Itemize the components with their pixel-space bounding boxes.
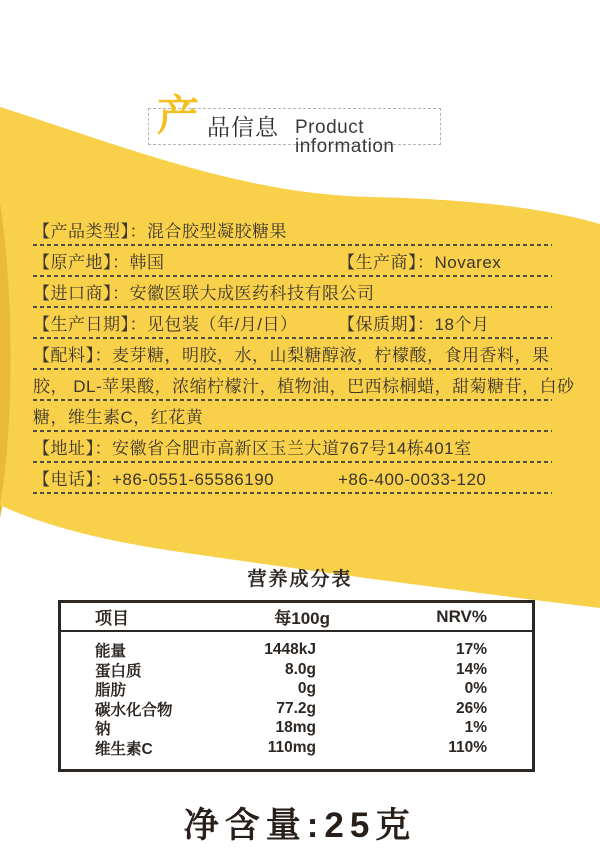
origin-text: 【原产地】：韩国 <box>33 253 165 272</box>
address-text: 【地址】：安徽省合肥市高新区玉兰大道767号14栋401室 <box>33 439 472 458</box>
row-nrv: 1% <box>464 719 487 736</box>
row-per: 77.2g <box>276 699 316 717</box>
row-nrv: 110% <box>448 738 487 756</box>
header-item: 项目 <box>95 609 129 628</box>
info-row-ingredients-3 <box>33 401 552 432</box>
section-title-cn: 品信息 <box>207 114 279 140</box>
info-row-origin-manufacturer <box>33 246 552 277</box>
info-row-importer <box>33 277 552 308</box>
header-nrv: NRV% <box>436 606 487 626</box>
row-per: 8.0g <box>284 660 316 678</box>
table-row-fat <box>61 678 532 698</box>
info-row-ingredients-2 <box>33 370 575 401</box>
table-row-protein <box>61 659 532 679</box>
table-row-sodium <box>61 717 532 737</box>
row-nrv: 14% <box>455 660 487 678</box>
nutrition-table-title: 营养成分表 <box>247 569 353 590</box>
phone-number-2: +86-400-0033-120 <box>338 470 487 489</box>
importer-text: 【进口商】：安徽医联大成医药科技有限公司 <box>33 284 375 303</box>
header-per-100g: 每100g <box>274 609 330 628</box>
ingredients-line-1: 【配料】：麦芽糖，明胶，水，山梨糖醇液，柠檬酸，食用香料，果 <box>33 346 550 365</box>
section-title-box <box>148 92 441 157</box>
row-nrv: 0% <box>464 680 487 697</box>
row-item: 能量 <box>95 643 127 660</box>
row-per: 0g <box>297 680 316 697</box>
table-row-carbohydrate <box>61 698 532 718</box>
info-row-phone <box>33 463 552 494</box>
row-per: 110mg <box>267 738 316 756</box>
info-row-ingredients-1 <box>33 339 552 370</box>
manufacturer-text: 【生产商】：Novarex <box>338 253 502 272</box>
accent-char-chan: 产 <box>157 92 200 139</box>
phone-number-1: 【电话】：+86-0551-65586190 <box>33 470 275 489</box>
row-item: 脂肪 <box>95 682 127 699</box>
dashed-divider <box>33 492 552 494</box>
production-date-text: 【生产日期】：见包装（年/月/日） <box>33 315 298 334</box>
row-nrv: 17% <box>455 641 487 658</box>
row-item: 蛋白质 <box>95 662 142 680</box>
shelf-life-text: 【保质期】：18个月 <box>338 315 490 334</box>
row-per: 18mg <box>275 719 316 736</box>
product-type-text: 【产品类型】：混合胶型凝胶糖果 <box>33 222 287 241</box>
row-per: 1448kJ <box>264 641 316 658</box>
row-item: 碳水化合物 <box>95 701 173 719</box>
ingredients-line-2: 胶， DL-苹果酸，浓缩柠檬汁，植物油，巴西棕榈蜡，甜菊糖苷，白砂 <box>33 377 575 396</box>
info-row-address <box>33 432 552 463</box>
table-row-vitamin-c <box>61 737 532 757</box>
info-list <box>33 215 575 494</box>
section-title-en: Product information <box>295 117 395 157</box>
nutrition-table <box>58 600 535 772</box>
nutrition-header-row <box>61 603 532 632</box>
table-row-energy <box>61 639 532 659</box>
nutrition-body <box>61 632 532 756</box>
ingredients-line-3: 糖，维生素C，红花黄 <box>33 408 204 427</box>
row-item: 维生素C <box>95 740 153 758</box>
row-item: 钠 <box>95 721 111 738</box>
info-row-product-type <box>33 215 552 246</box>
net-content-text: 净含量:25克 <box>183 806 417 845</box>
row-nrv: 26% <box>455 699 487 717</box>
info-row-date-shelflife <box>33 308 552 339</box>
